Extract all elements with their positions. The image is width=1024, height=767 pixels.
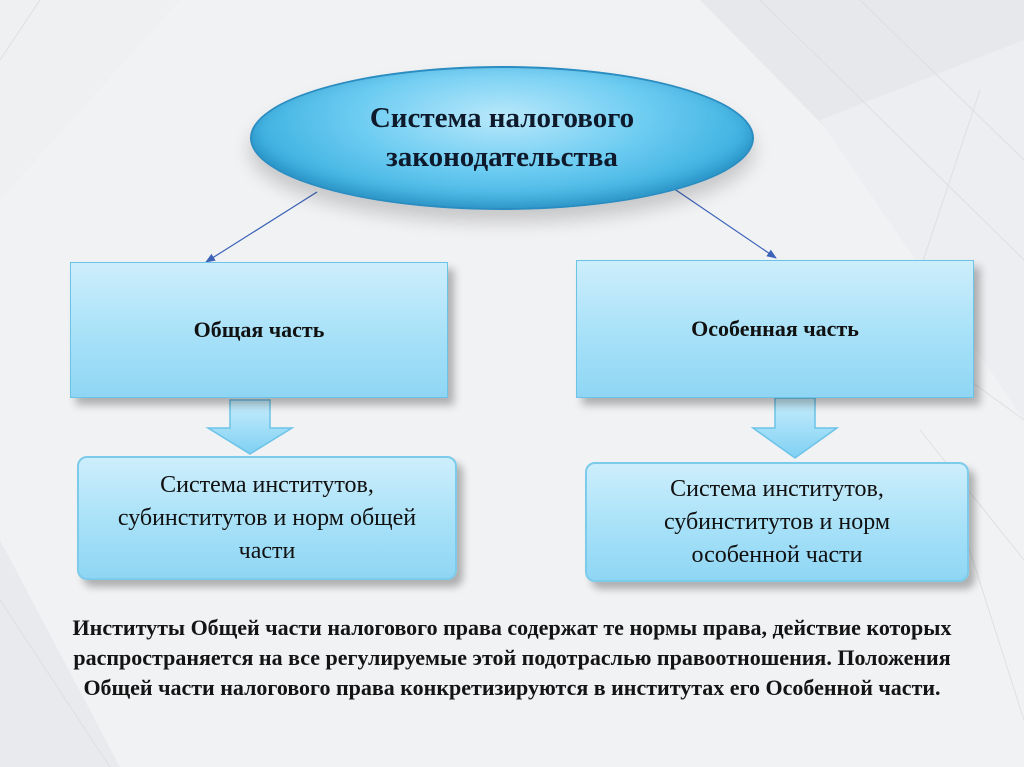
general-part-detail-label: Система институтов, субинститутов и норм общей части [117, 471, 417, 564]
general-part-detail-box [77, 456, 457, 580]
block-arrow-left [208, 400, 292, 454]
root-node-label: Система налогового законодательства [369, 102, 635, 173]
special-part-box [576, 260, 974, 398]
arrow-to-special-part [670, 186, 776, 258]
arrow-to-general-part [206, 192, 317, 262]
root-node-tax-legislation-system [250, 66, 754, 210]
special-part-label: Особенная часть [691, 316, 859, 341]
general-part-label: Общая часть [193, 317, 325, 342]
special-part-detail-box [585, 462, 969, 582]
description-text: Институты Общей части налогового права содержат те нормы права, действие которых распространяется на все регулируемые этой подотраслью правоотношения. Положения Общей части налогового права конкретизируются в институтах его Особенной части. [72, 615, 952, 700]
general-part-box [70, 262, 448, 398]
block-arrow-right [753, 398, 837, 458]
special-part-detail-label: Система институтов, субинститутов и норм особенной части [663, 475, 891, 568]
